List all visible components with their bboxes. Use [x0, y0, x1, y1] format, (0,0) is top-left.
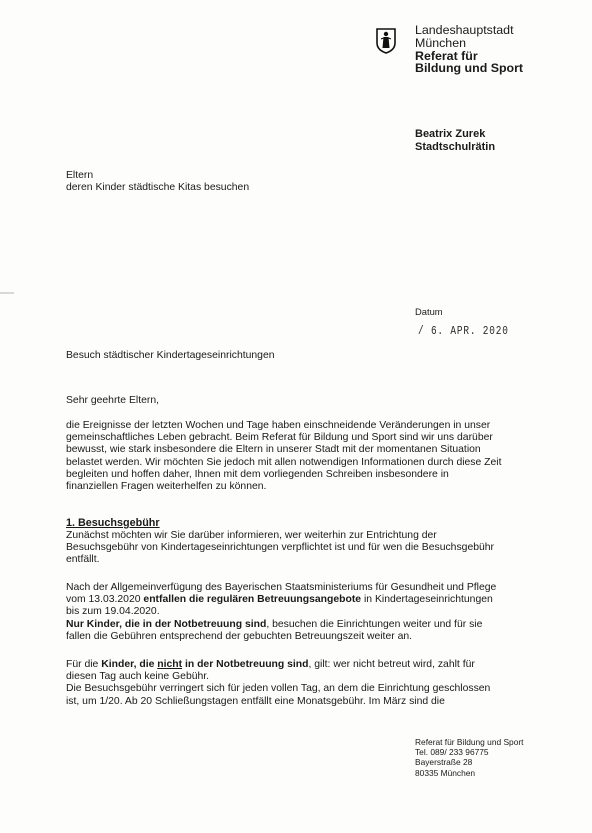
- text-segment: , besuchen die Einrichtungen weiter und für sie: [266, 618, 483, 630]
- paragraph-line: Besuchsgebühr von Kindertageseinrichtungen verpflichtet ist und für wen die Besuchsgebühr: [66, 542, 495, 554]
- fee-intro-paragraph: [66, 530, 536, 567]
- footer-address: [415, 737, 523, 778]
- munich-coat-of-arms-icon: [376, 28, 396, 54]
- letter-subject: Besuch städtischer Kindertageseinrichtungen: [66, 350, 275, 361]
- underlined-bold-text: nicht: [157, 659, 183, 670]
- text-segment: vom 13.03.2020: [66, 594, 144, 606]
- signatory-title: Stadtschulrätin: [415, 140, 496, 153]
- bold-text: Nur Kinder, die in der Notbetreuung sind: [66, 618, 267, 630]
- salutation: Sehr geehrte Eltern,: [66, 395, 159, 406]
- org-line-city-label: Landeshauptstadt: [415, 23, 514, 37]
- paragraph-line: belastet werden. Wir möchten Sie jedoch mit allen notwendigen Informationen durch diese Zeit: [66, 456, 502, 468]
- paragraph-line: Die Besuchsgebühr verringert sich für jeden vollen Tag, an dem die Einrichtung geschlossen: [66, 683, 491, 695]
- addressee-block: [66, 170, 249, 194]
- intro-paragraph: [66, 420, 536, 493]
- org-line-city-name: München: [415, 35, 466, 50]
- paragraph-line: entfällt.: [66, 554, 100, 566]
- text-segment: , gilt: wer nicht betreut wird, zahlt für: [308, 659, 475, 670]
- addressee-line-2: deren Kinder städtische Kitas besuchen: [66, 182, 250, 194]
- regulation-paragraph: [66, 582, 536, 643]
- paragraph-line: ist, um 1/20. Ab 20 Schließungstagen entfällt eine Monatsgebühr. Im März sind die: [66, 695, 445, 707]
- scan-edge-mark: [0, 292, 14, 294]
- paragraph-line: [66, 594, 536, 606]
- paragraph-line: [66, 659, 536, 671]
- paragraph-line: bis zum 19.04.2020.: [66, 606, 160, 618]
- footer-line-department: Referat für Bildung und Sport: [415, 737, 524, 747]
- paragraph-line: begleiten und hoffen daher, Ihnen mit dem vorliegenden Schreiben insbesondere in: [66, 468, 449, 480]
- paragraph-line: bewusst, wie stark insbesondere die Eltern in unserer Stadt mit der momentanen Situation: [66, 444, 481, 456]
- org-line-department-name: Bildung und Sport: [415, 61, 524, 76]
- text-segment: Für die: [66, 659, 102, 670]
- signatory-name: Beatrix Zurek: [415, 128, 486, 140]
- footer-line-street: Bayerstraße 28: [415, 757, 473, 768]
- signatory-block: [415, 128, 495, 153]
- paragraph-line: diesen Tag auch keine Gebühr.: [66, 671, 210, 683]
- paragraph-line: finanziellen Fragen weiterhelfen zu können.: [66, 481, 267, 493]
- paragraph-line: [66, 619, 536, 631]
- footer-line-phone: Tel. 089/ 233 96775: [415, 747, 489, 758]
- org-line-department: Referat für: [415, 48, 478, 63]
- paragraph-line: gemeinschaftliches Leben gebracht. Beim Referat für Bildung und Sport sind wir uns darüber: [66, 432, 493, 444]
- no-care-paragraph: [66, 659, 536, 708]
- section-heading-besuchsgebuehr: 1. Besuchsgebühr: [66, 517, 160, 529]
- bold-text: in der Notbetreuung sind: [182, 659, 309, 670]
- bold-text: entfallen die regulären Betreuungsangebote: [143, 594, 362, 606]
- paragraph-line: die Ereignisse der letzten Wochen und Tage haben einschneidende Veränderungen in unser: [66, 420, 491, 431]
- date-stamp: / 6. APR. 2020: [418, 325, 509, 338]
- bold-text: Kinder, die: [101, 659, 158, 670]
- paragraph-line: fallen die Gebühren entsprechend der gebuchten Betreuungszeit weiter an.: [66, 630, 413, 642]
- paragraph-line: Nach der Allgemeinverfügung des Bayerischen Staatsministeriums für Gesundheit und Pflege: [66, 582, 497, 593]
- date-label: Datum: [415, 306, 443, 317]
- organization-header: [415, 24, 523, 75]
- addressee-line-1: Eltern: [66, 170, 94, 181]
- paragraph-line: Zunächst möchten wir Sie darüber informieren, wer weiterhin zur Entrichtung der: [66, 530, 437, 541]
- text-segment: in Kindertageseinrichtungen: [361, 594, 493, 606]
- footer-line-city: 80335 München: [415, 767, 476, 778]
